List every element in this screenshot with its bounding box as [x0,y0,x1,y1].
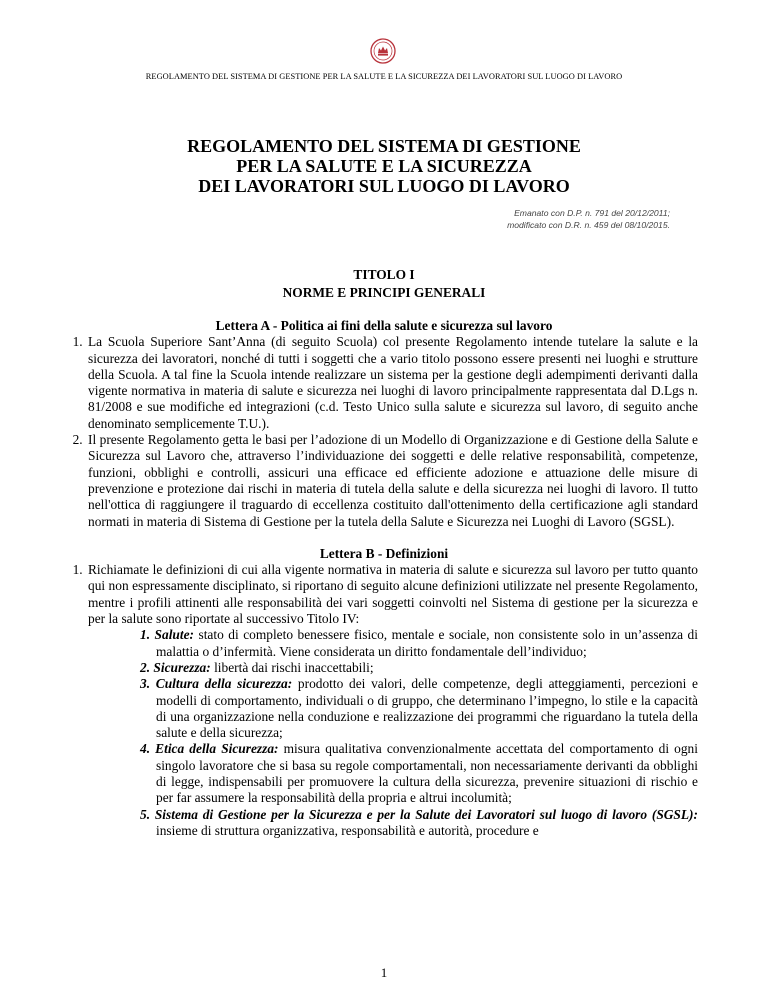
section-title [0,266,768,302]
definition-text: libertà dai rischi inaccettabili; [214,659,374,675]
lettera-b-list [70,562,698,839]
definition-term: Sistema di Gestione per la Sicurezza e per la Salute dei Lavoratori sul luogo di lavoro (SGSL): [154,806,698,822]
title-line-3: DEI LAVORATORI SUL LUOGO DI LAVORO [198,176,570,196]
titolo-number: TITOLO I [353,267,415,282]
lettera-b-intro: Richiamate le definizioni di cui alla vigente normativa in materia di salute e sicurezza sul lavoro per tutto quanto qui non espressamente disciplinato, si riportano di seguito alcune definizioni utilizzate nel presente Regolamento, mentre i profili attinenti alle responsabilità dei vari soggetti coinvolti nel Sistema di gestione per la sicurezza e per la salute sono riportate al successivo Titolo IV: [88,562,698,627]
definition-text: prodotto dei valori, delle competenze, degli atteggiamenti, percezioni e modelli di comportamento, individuali o di gruppo, che determinano l’impegno, lo stile e la capacità di una organizzazione nella conduzione e realizzazione dei programmi che riguardano la tutela della salute e della sicurezza; [156,676,698,741]
title-line-1: REGOLAMENTO DEL SISTEMA DI GESTIONE [187,136,581,156]
list-item: 2. Il presente Regolamento getta le basi per l’adozione di un Modello di Organizzazione e di Gestione della Salute e Sicurezza sul Lavoro che, attraverso l’individuazione dei soggetti e delle relative responsabilità, competenze, funzioni, obblighi e controlli, assicuri una efficace ed efficiente adozione e attuazione delle misure di prevenzione e protezione dai rischi in materia di tutela della salute e della sicurezza nei luoghi di lavoro. Il tutto nell'ottica di raggiungere il traguardo di eccellenza costituito dall'ottenimento della certificazione agli standard normati in materia di Sistema di Gestione per la tutela della Salute e Sicurezza nei Luoghi di Lavoro (SGSL). [86,432,698,530]
running-header: REGOLAMENTO DEL SISTEMA DI GESTIONE PER LA SALUTE E LA SICUREZZA DEI LAVORATORI SUL LUOGO DI LAVORO [145,72,623,81]
definition-text: misura qualitativa convenzionalmente accettata del comportamento di ogni singolo lavoratore che si basa su regole comportamentali, non necessariamente derivanti da obblighi di legge, indispensabili per promuovere la cultura della sicurezza, prevenire situazioni di rischio e per far assumere la responsabilità della propria e altrui incolumità; [156,741,698,806]
definition-term: Salute: [154,627,194,643]
institution-seal-icon [370,38,396,64]
list-item: 1. La Scuola Superiore Sant’Anna (di seguito Scuola) col presente Regolamento intende tutelare la salute e la sicurezza dei lavoratori, nonché di tutti i soggetti che a vario titolo possono essere presenti nei luoghi e strutture della Scuola. A tal fine la Scuola intende realizzare un sistema per la gestione degli adempimenti derivanti dalla vigente normativa in materia di salute e sicurezza nei luoghi di lavoro principalmente rappresentata dal D.Lgs n. 81/2008 e sue modifiche ed integrazioni (c.d. Testo Unico sulla salute e sicurezza sul lavoro, di seguito anche denominato semplicemente T.U.). [86,334,698,432]
title-line-2: PER LA SALUTE E LA SICUREZZA [236,156,532,176]
definition-text: stato di completo benessere fisico, mentale e sociale, non consistente solo in un’assenza di malattia o d’infermità. Viene considerata un diritto fondamentale dell’individuo; [156,627,698,659]
definition-item: 5. Sistema di Gestione per la Sicurezza e per la Salute dei Lavoratori sul luogo di lavoro (SGSL): insieme di struttura organizzativa, responsabilità e autorità, procedure e [140,806,698,838]
titolo-subtitle: NORME E PRINCIPI GENERALI [282,285,486,300]
document-body [70,318,698,839]
issuance-note [507,207,670,231]
document-title [0,136,768,196]
definition-text: insieme di struttura organizzativa, responsabilità e autorità, procedure e [156,822,539,838]
lettera-a-list [70,334,698,530]
lettera-b-heading: Lettera B - Definizioni [319,545,449,561]
definition-item: 2. Sicurezza: libertà dai rischi inaccettabili; [140,659,374,675]
definitions-list [88,627,698,839]
issuance-line-1: Emanato con D.P. n. 791 del 20/12/2011; [514,208,670,218]
definition-term: Cultura della sicurezza: [155,676,293,692]
definition-item: 4. Etica della Sicurezza: misura qualitativa convenzionalmente accettata del comportamento di ogni singolo lavoratore che si basa su regole comportamentali, non necessariamente derivanti da obblighi di legge, indispensabili per promuovere la cultura della sicurezza, prevenire situazioni di rischio e per far assumere la responsabilità della propria e altrui incolumità; [140,741,698,806]
list-item [86,562,698,839]
page-number: 1 [380,965,388,980]
definition-term: Etica della Sicurezza: [155,741,279,757]
definition-term: Sicurezza: [153,659,211,675]
issuance-line-2: modificato con D.R. n. 459 del 08/10/2015. [507,220,670,230]
definition-item: 3. Cultura della sicurezza: prodotto dei valori, delle competenze, degli atteggiamenti, percezioni e modelli di comportamento, individuali o di gruppo, che determinano l’impegno, lo stile e la capacità di una organizzazione nella conduzione e realizzazione dei programmi che riguardano la tutela della salute e della sicurezza; [140,676,698,741]
lettera-a-heading: Lettera A - Politica ai fini della salute e sicurezza sul lavoro [215,318,553,333]
definition-item: 1. Salute: stato di completo benessere fisico, mentale e sociale, non consistente solo in un’assenza di malattia o d’infermità. Viene considerata un diritto fondamentale dell’individuo; [140,627,698,659]
